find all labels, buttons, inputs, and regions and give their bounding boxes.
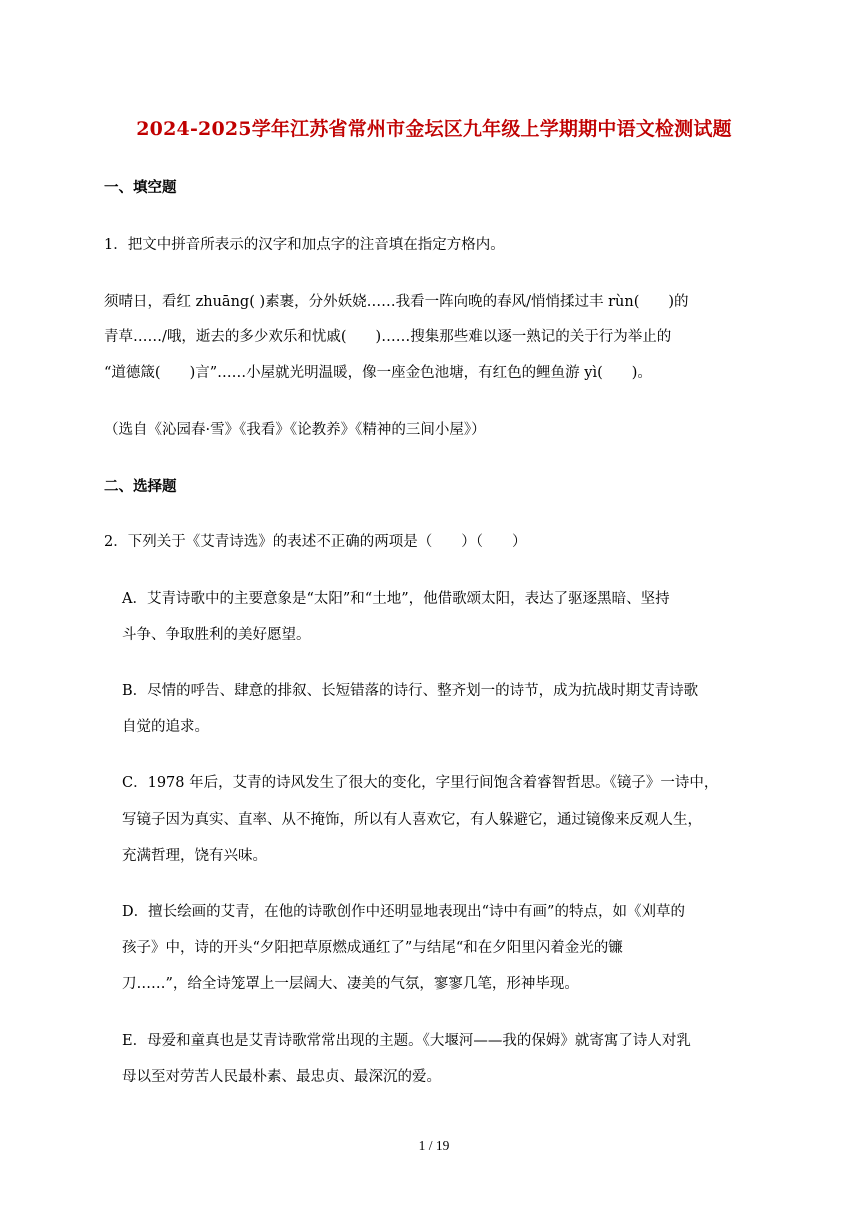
option-d-line-2: 孩子》中，诗的开头“夕阳把草原燃成通红了”与结尾“和在夕阳里闪着金光的镰 (122, 940, 623, 956)
document-title: 2024-2025学年江苏省常州市金坛区九年级上学期期中语文检测试题 (136, 118, 732, 140)
option-a-line-2: 斗争、争取胜利的美好愿望。 (122, 627, 311, 643)
option-d-line-1: D．擅长绘画的艾青，在他的诗歌创作中还明显地表现出“诗中有画”的特点，如《刈草的 (122, 904, 685, 920)
question-1-prompt: 1．把文中拼音所表示的汉字和加点字的注音填在指定方格内。 (104, 237, 505, 253)
option-a-line-1: A．艾青诗歌中的主要意象是“太阳”和“土地”，他借歌颂太阳，表达了驱逐黑暗、坚持 (122, 591, 670, 607)
option-b-line-2: 自觉的追求。 (122, 719, 209, 735)
passage-line-1: 须晴日，看红 zhuāng( )素裹，分外妖娆……我看一阵向晚的春风/悄悄揉过丰 rùn( )的 (104, 294, 689, 310)
option-c-line-3: 充满哲理，饶有兴味。 (122, 848, 267, 864)
option-e-line-2: 母以至对劳苦人民最朴素、最忠贞、最深沉的爱。 (122, 1069, 441, 1085)
option-b-line-1: B．尽情的呼告、肆意的排叙、长短错落的诗行、整齐划一的诗节，成为抗战时期艾青诗歌 (122, 683, 699, 699)
option-e-line-1: E．母爱和童真也是艾青诗歌常常出现的主题。《大堰河——我的保姆》就寄寓了诗人对乳 (122, 1033, 691, 1049)
passage-source: （选自《沁园春·雪》《我看》《论教养》《精神的三间小屋》） (104, 422, 486, 438)
page-number: 1 / 19 (418, 1138, 450, 1153)
option-c-line-1: C．1978 年后，艾青的诗风发生了很大的变化，字里行间饱含着睿智哲思。《镜子》一诗中， (122, 775, 719, 791)
section-heading-multiple-choice: 二、选择题 (104, 478, 177, 495)
passage-line-3: “道德箴( )言”……小屋就光明温暖，像一座金色池塘，有红色的鲤鱼游 yì( )。 (104, 365, 652, 381)
section-heading-fill-blank: 一、填空题 (104, 179, 177, 196)
option-d-line-3: 刀……”，给全诗笼罩上一层阔大、凄美的气氛，寥寥几笔，形神毕现。 (122, 976, 579, 992)
question-2-prompt: 2．下列关于《艾青诗选》的表述不正确的两项是（ ）（ ） (104, 534, 527, 550)
option-c-line-2: 写镜子因为真实、直率、从不掩饰，所以有人喜欢它，有人躲避它，通过镜像来反观人生， (122, 812, 702, 828)
passage-line-2: 青草……/哦，逝去的多少欢乐和忧戚( )……搜集那些难以逐一熟记的关于行为举止的 (104, 329, 672, 345)
